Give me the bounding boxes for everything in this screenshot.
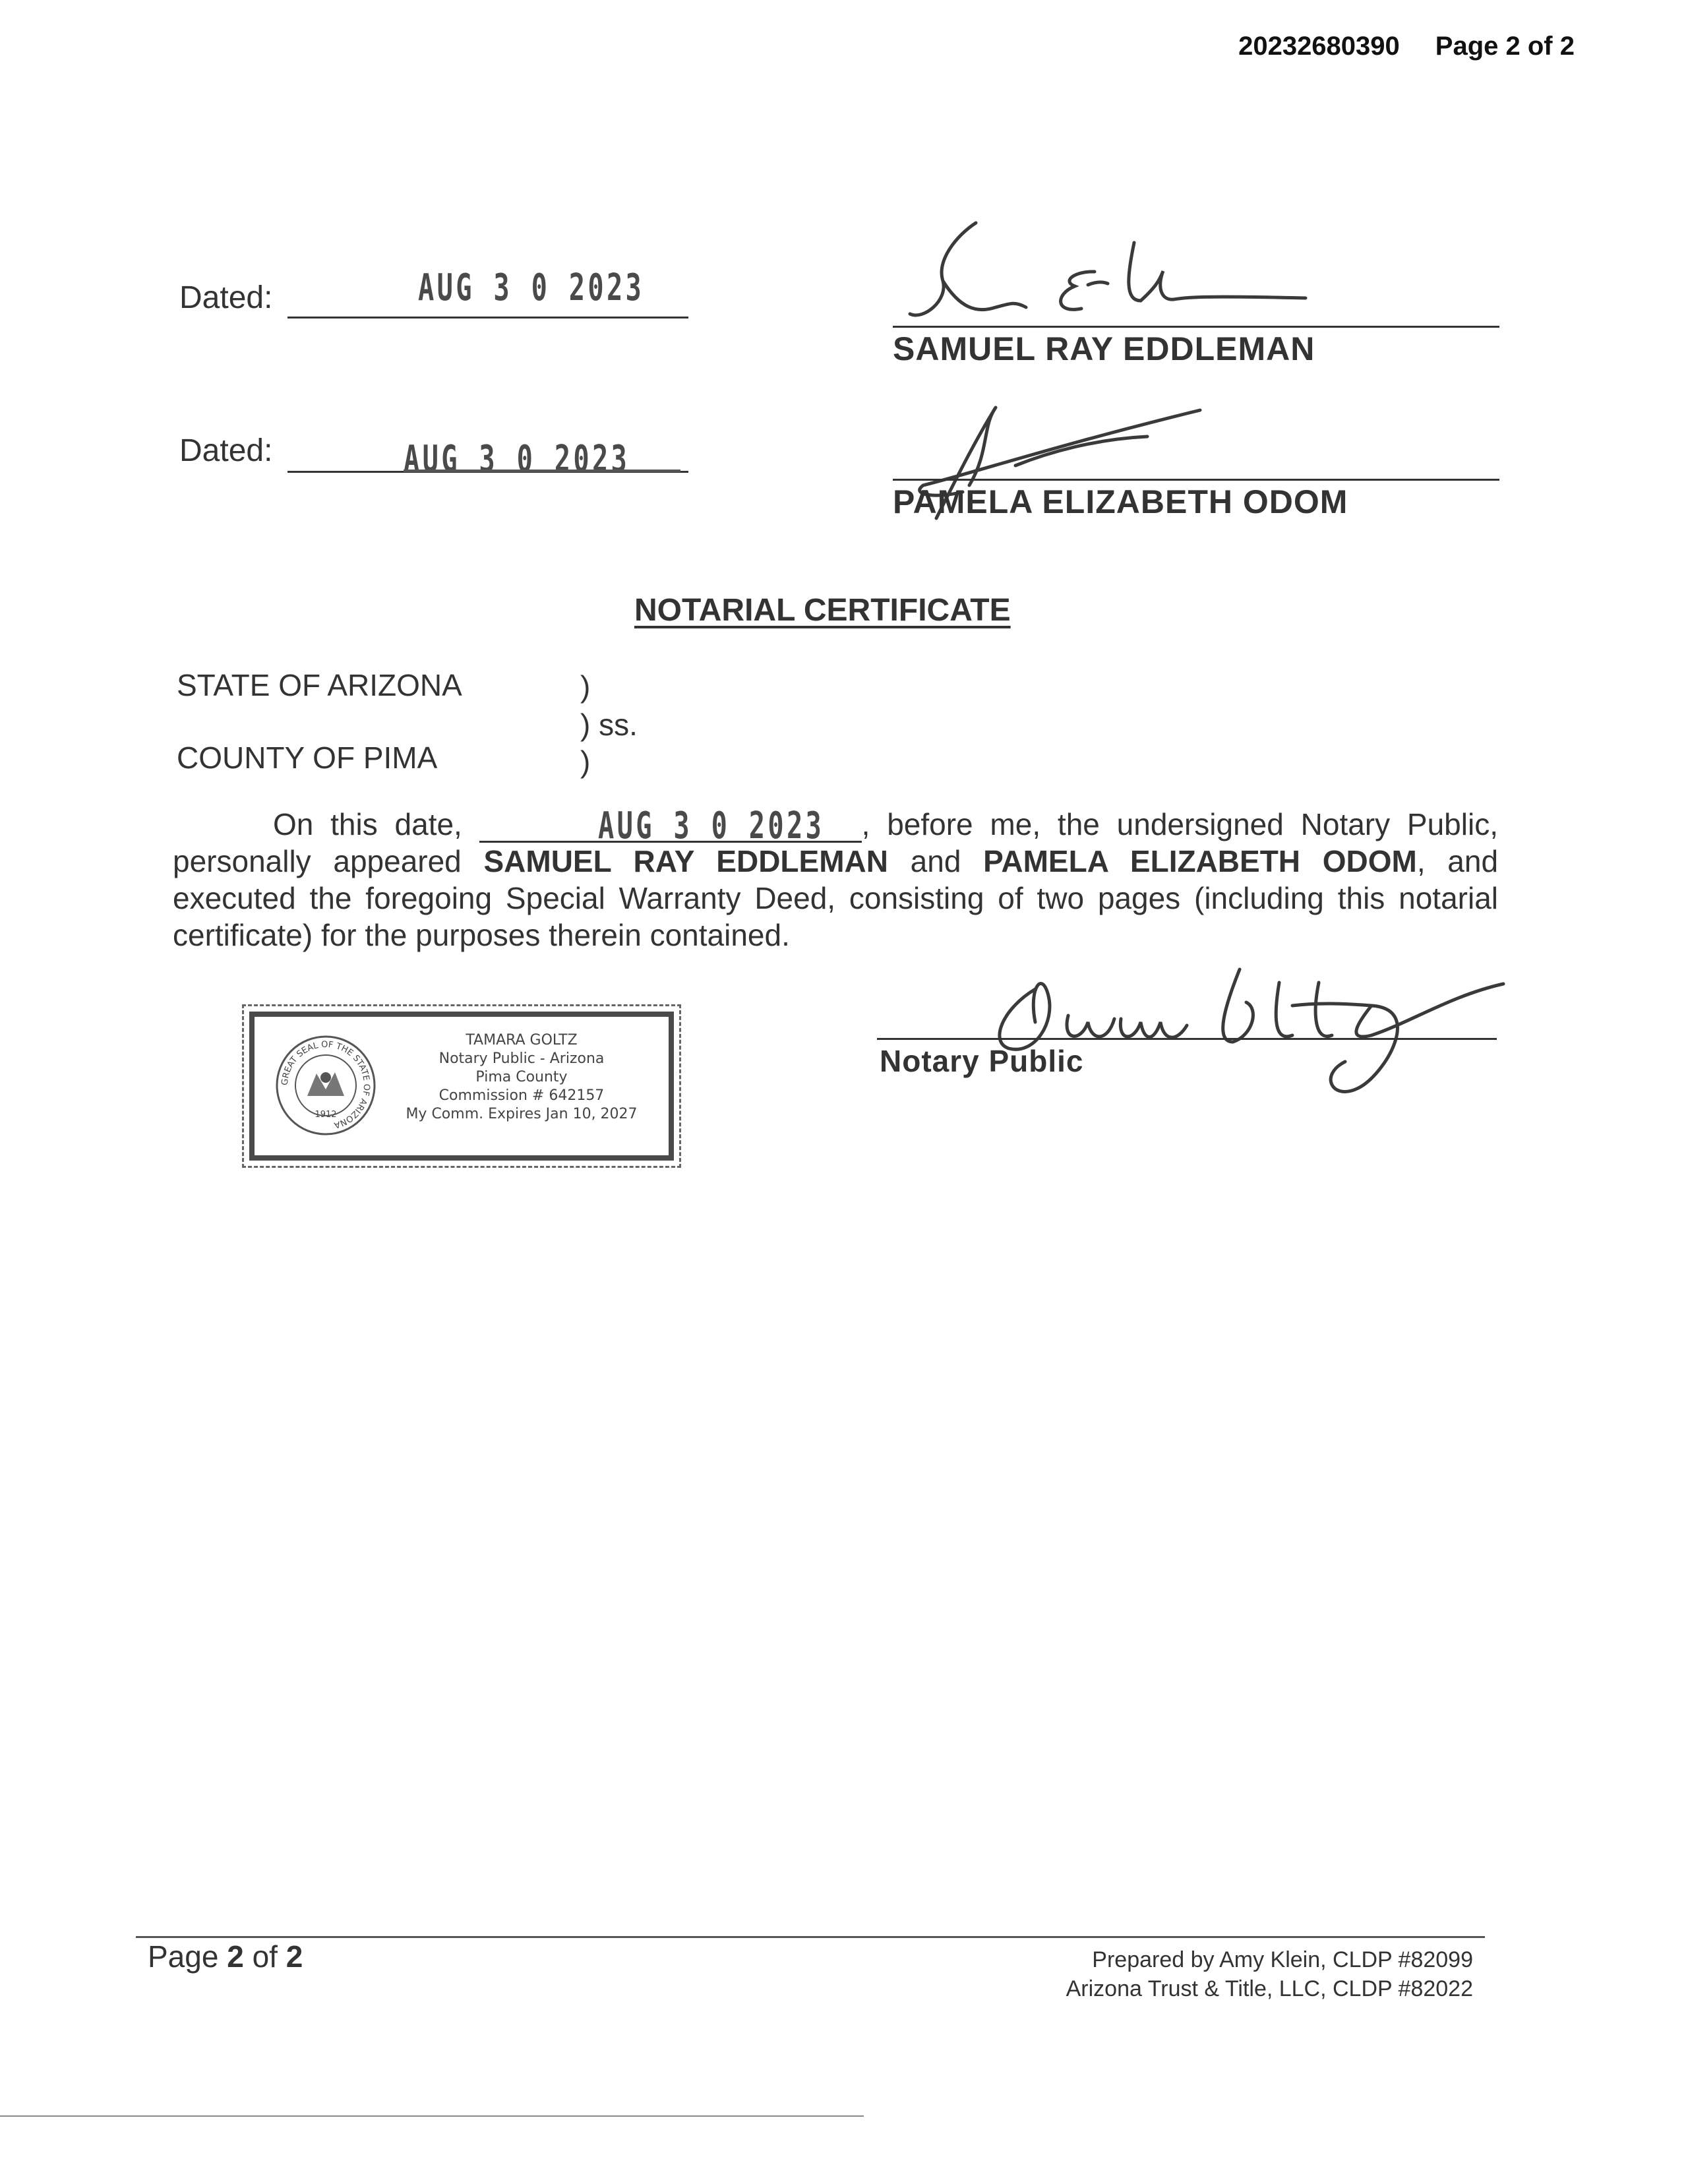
dated-label-1: Dated: bbox=[179, 280, 273, 315]
footer-page-number bbox=[148, 1939, 303, 1974]
date-line-1 bbox=[287, 317, 688, 318]
strike-through-line bbox=[404, 470, 680, 472]
certificate-intro: On this date, bbox=[273, 807, 462, 841]
footer-preparer bbox=[1066, 1945, 1473, 2003]
certificate-body bbox=[173, 806, 1498, 954]
footer-rule bbox=[136, 1936, 1485, 1938]
footer-company: Arizona Trust & Title, LLC, CLDP #82022 bbox=[1066, 1976, 1473, 2001]
signature-samuel bbox=[897, 208, 1332, 327]
seal-year: 1912 bbox=[315, 1110, 337, 1120]
signature-notary bbox=[950, 943, 1517, 1114]
paren-2: ) bbox=[580, 744, 591, 779]
document-header bbox=[1238, 32, 1575, 61]
seal-county: Pima County bbox=[475, 1069, 568, 1085]
signer-name-2: PAMELA ELIZABETH ODOM bbox=[893, 483, 1348, 520]
notary-public-label: Notary Public bbox=[880, 1044, 1084, 1078]
footer-page-total: 2 bbox=[286, 1939, 303, 1974]
dated-label-2: Dated: bbox=[179, 433, 273, 468]
certificate-text-1: , before me, the undersigned Notary Public, personally appeared bbox=[173, 807, 1498, 878]
seal-expiration: My Comm. Expires Jan 10, 2027 bbox=[406, 1106, 638, 1122]
signer-name-1: SAMUEL RAY EDDLEMAN bbox=[893, 330, 1315, 367]
seal-text-block bbox=[386, 1031, 657, 1124]
certificate-and: and bbox=[910, 844, 961, 878]
date-stamp-1: AUG 3 0 2023 bbox=[418, 266, 645, 309]
arizona-state-seal-icon bbox=[274, 1034, 377, 1137]
notary-signature-line bbox=[877, 1038, 1497, 1040]
date-stamp-2: AUG 3 0 2023 bbox=[404, 438, 630, 481]
county-line: COUNTY OF PIMA bbox=[177, 741, 438, 775]
page-indicator: Page 2 of 2 bbox=[1435, 32, 1575, 61]
appearer-name-1: SAMUEL RAY EDDLEMAN bbox=[483, 844, 888, 878]
document-number: 20232680390 bbox=[1238, 32, 1400, 61]
footer-page-current: 2 bbox=[227, 1939, 244, 1974]
certificate-title: NOTARIAL CERTIFICATE bbox=[634, 593, 1011, 628]
signature-line-1 bbox=[893, 326, 1499, 328]
footer-page-prefix: Page bbox=[148, 1939, 219, 1974]
certificate-date-line bbox=[479, 804, 862, 847]
signature-line-2 bbox=[893, 479, 1499, 481]
state-line: STATE OF ARIZONA bbox=[177, 668, 462, 702]
seal-notary-name: TAMARA GOLTZ bbox=[466, 1032, 578, 1048]
seal-ring-text: GREAT SEAL OF THE STATE OF ARIZONA bbox=[280, 1039, 372, 1130]
paren-1: ) bbox=[580, 669, 591, 704]
seal-commission: Commission # 642157 bbox=[438, 1087, 605, 1104]
certificate-date-stamp: AUG 3 0 2023 bbox=[597, 804, 824, 847]
certificate-text-2: , and executed the foregoing Special Warranty Deed, consisting of two pages (including this notarial certificate) for the purposes therein contained. bbox=[173, 844, 1499, 952]
ss-marker: ) ss. bbox=[580, 708, 638, 742]
footer-prepared-by: Prepared by Amy Klein, CLDP #82099 bbox=[1092, 1947, 1473, 1972]
seal-notary-title: Notary Public - Arizona bbox=[438, 1050, 605, 1067]
footer-page-of: of bbox=[252, 1939, 278, 1974]
scan-edge-line bbox=[0, 2115, 864, 2117]
notary-seal bbox=[249, 1012, 674, 1161]
appearer-name-2: PAMELA ELIZABETH ODOM bbox=[983, 844, 1417, 878]
